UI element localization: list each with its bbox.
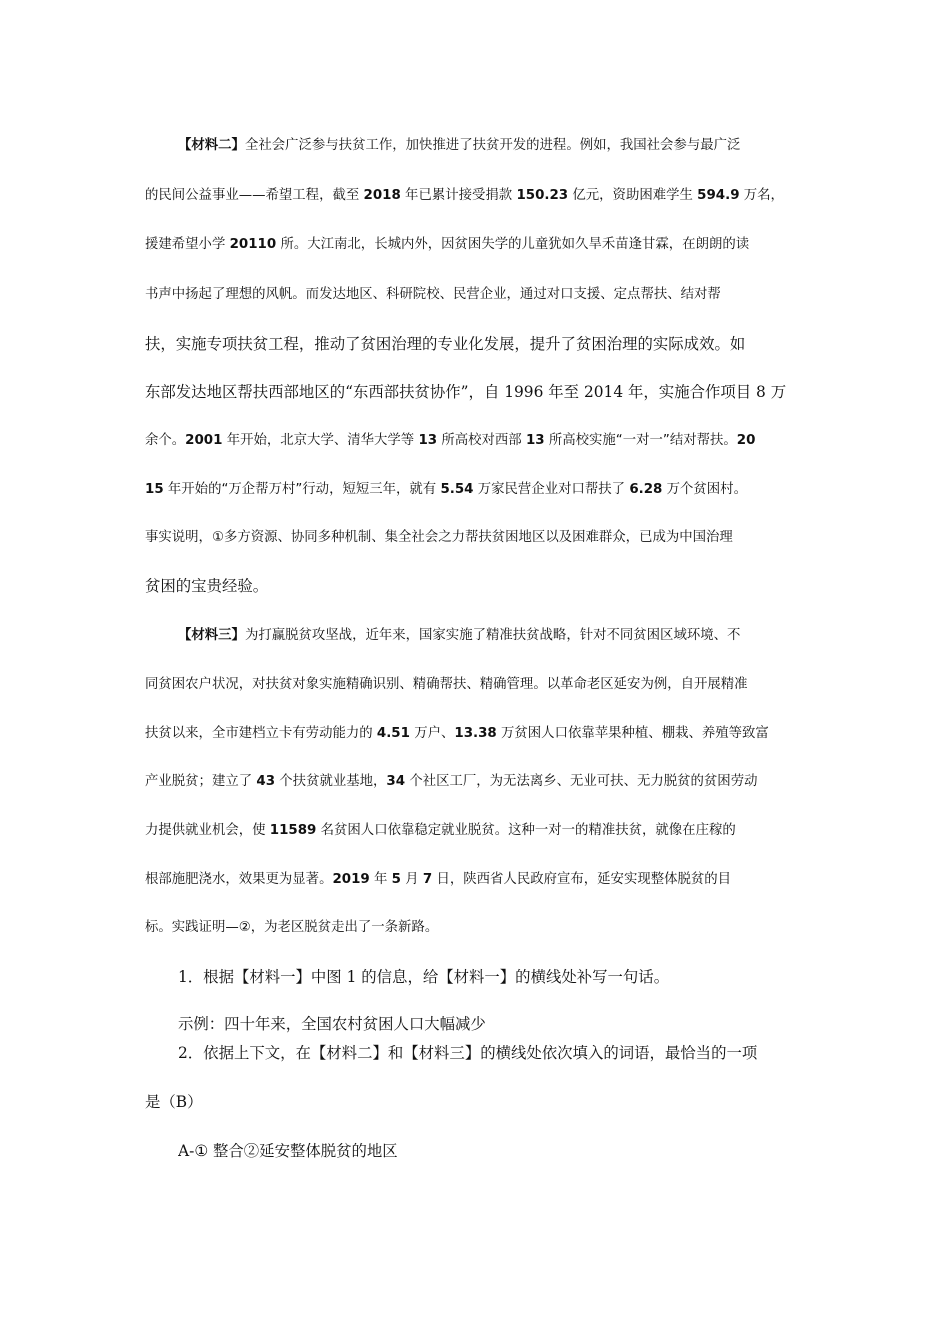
material-three-line-7: 标。实践证明—②，为老区脱贫走出了一条新路。: [145, 920, 439, 935]
option-a: A-① 整合②延安整体脱贫的地区: [178, 1142, 398, 1160]
material-two-line-5: 扶，实施专项扶贫工程，推动了贫困治理的专业化发展，提升了贫困治理的实际成效。如: [145, 335, 746, 353]
material-three-line-2: 同贫困农户状况，对扶贫对象实施精确识别、精确帮扶、精确管理。以革命老区延安为例，自开展精准: [145, 677, 748, 692]
material-three-line-1: 【材料三】为打赢脱贫攻坚战，近年来，国家实施了精准扶贫战略，针对不同贫困区域环境、不: [178, 628, 741, 643]
material-two-line-10: 贫困的宝贵经验。: [145, 577, 269, 595]
material-three-line-3: 扶贫以来，全市建档立卡有劳动能力的 4.51 万户、13.38 万贫困人口依靠苹果种植、棚栽、养殖等致富: [145, 726, 769, 741]
material-two-line-4: 书声中扬起了理想的风帆。而发达地区、科研院校、民营企业，通过对口支援、定点帮扶、结对帮: [145, 287, 721, 302]
question-2-line-2: 是（B）: [145, 1093, 203, 1111]
material-two-line-6: 东部发达地区帮扶西部地区的“东西部扶贫协作”，自 1996 年至 2014 年，实施合作项目 8 万: [145, 383, 787, 401]
material-two-line-1: 【材料二】全社会广泛参与扶贫工作，加快推进了扶贫开发的进程。例如，我国社会参与最广泛: [178, 138, 741, 153]
material-two-line-9: 事实说明，①多方资源、协同多种机制、集全社会之力帮扶贫困地区以及困难群众，已成为中国治理: [145, 530, 733, 545]
material-two-line-3: 援建希望小学 20110 所。大江南北，长城内外，因贫困失学的儿童犹如久旱禾苗逢甘霖，在朗朗的读: [145, 237, 750, 252]
material-three-line-4: 产业脱贫；建立了 43 个扶贫就业基地，34 个社区工厂，为无法离乡、无业可扶、无力脱贫的贫困劳动: [145, 774, 758, 789]
material-two-line-7: 余个。2001 年开始，北京大学、清华大学等 13 所高校对西部 13 所高校实施“一对一”结对帮扶。20: [145, 433, 756, 448]
question-2-line-1: 2．依据上下文，在【材料二】和【材料三】的横线处依次填入的词语，最恰当的一项: [178, 1044, 758, 1062]
question-1-example: 示例：四十年来，全国农村贫困人口大幅减少: [178, 1015, 486, 1033]
question-1: 1．根据【材料一】中图 1 的信息，给【材料一】的横线处补写一句话。: [178, 968, 670, 986]
material-two-line-2: 的民间公益事业——希望工程，截至 2018 年已累计接受捐款 150.23 亿元，资助困难学生 594.9 万名，: [145, 188, 784, 203]
material-two-line-8: 15 年开始的“万企帮万村”行动，短短三年，就有 5.54 万家民营企业对口帮扶了 6.28 万个贫困村。: [145, 482, 747, 497]
material-three-line-5: 力提供就业机会，使 11589 名贫困人口依靠稳定就业脱贫。这种一对一的精准扶贫，就像在庄稼的: [145, 823, 736, 838]
material-three-line-6: 根部施肥浇水，效果更为显著。2019 年 5 月 7 日，陕西省人民政府宣布，延安实现整体脱贫的目: [145, 872, 732, 887]
